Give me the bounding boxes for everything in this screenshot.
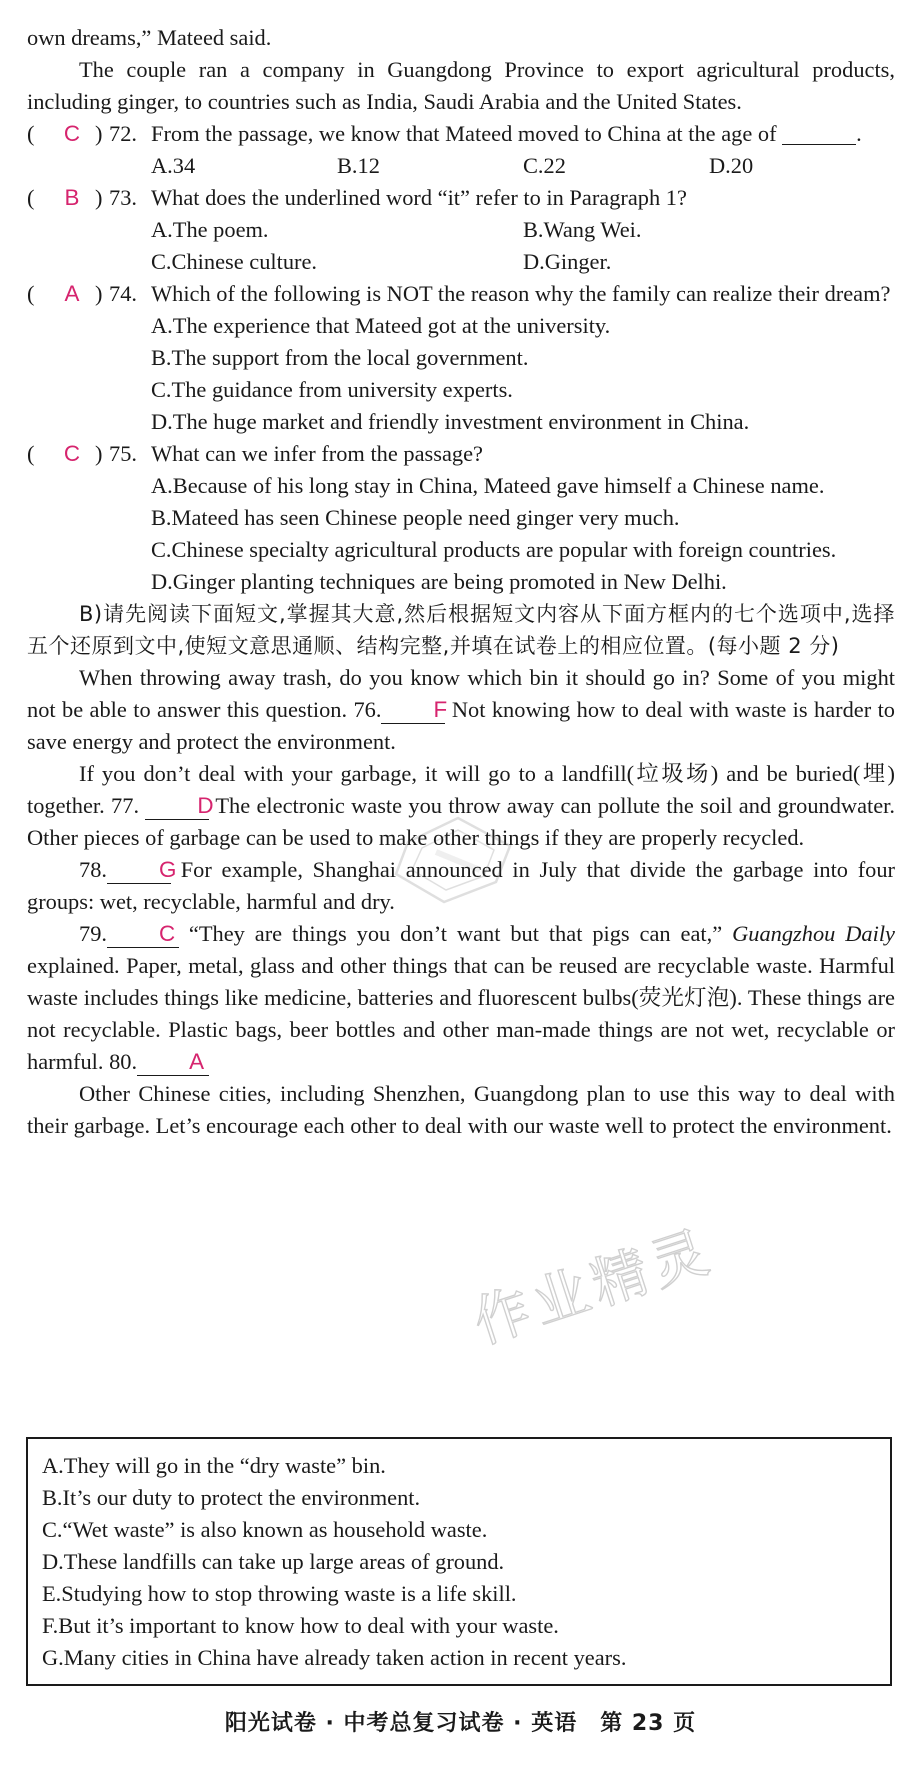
- answer-blank-line: [782, 120, 856, 145]
- page-footer: 阳光试卷 · 中考总复习试卷 · 英语 第 23 页: [224, 1711, 697, 1736]
- answer-blank-77: D: [145, 793, 209, 820]
- question-75: [27, 438, 895, 470]
- option-box: [26, 1437, 892, 1686]
- option: B.Wang Wei.: [523, 217, 642, 242]
- option: C.The guidance from university experts.: [151, 377, 513, 402]
- option: B.Mateed has seen Chinese people need ginger very much.: [151, 505, 680, 530]
- passage-paragraph-5: Other Chinese cities, including Shenzhen, Guangdong plan to use this way to deal with their garbage. Let’s encourage each other to deal with our waste well to protect the environment.: [27, 1081, 895, 1138]
- option: A.The experience that Mateed got at the university.: [151, 313, 611, 338]
- option: B.The support from the local government.: [151, 345, 529, 370]
- paren-close: ): [95, 185, 103, 210]
- answer-blank-79: C: [107, 921, 179, 948]
- question-stem: What can we infer from the passage?: [151, 441, 483, 466]
- answer-mark: B: [64, 185, 80, 210]
- question-73-options-row2: [151, 246, 895, 278]
- question-74: [27, 278, 895, 310]
- intro-paragraph: The couple ran a company in Guangdong Province to export agricultural products, including ginger, to countries such as India, Saudi Arabia and the United States.: [27, 57, 895, 114]
- option: D.The huge market and friendly investment environment in China.: [151, 409, 750, 434]
- question-72-options: [151, 150, 895, 182]
- question-stem: Which of the following is NOT the reason why the family can realize their dream?: [151, 281, 891, 306]
- answer-blank-76: F: [381, 697, 445, 724]
- paren-open: (: [27, 185, 35, 210]
- question-73: [27, 182, 895, 214]
- section-b-instruction: B)请先阅读下面短文,掌握其大意,然后根据短文内容从下面方框内的七个选项中,选择五个还原到文中,使短文意思通顺、结构完整,并填在试卷上的相应位置。(每小题 2 分): [27, 602, 895, 658]
- paren-open: (: [27, 281, 35, 306]
- option: C.22: [523, 153, 566, 178]
- question-72: [27, 118, 895, 150]
- option: A.The poem.: [151, 217, 269, 242]
- box-option: A.They will go in the “dry waste” bin.: [42, 1453, 386, 1478]
- watermark-text: 作业精灵: [465, 1218, 722, 1357]
- passage-paragraph-2: If you don’t deal with your garbage, it will go to a landfill(垃圾场) and be buried(埋) together. 77. D The electronic waste you throw away can pollute the soil and groundwater. Other pieces of garbage can be used to make other things if they are properly recycled.: [27, 761, 895, 850]
- box-option: D.These landfills can take up large areas of ground.: [42, 1549, 505, 1574]
- option: D.Ginger.: [523, 249, 612, 274]
- option: D.20: [709, 153, 754, 178]
- box-option: F.But it’s important to know how to deal with your waste.: [42, 1613, 559, 1638]
- question-number: 74.: [109, 281, 137, 306]
- question-number: 75.: [109, 441, 137, 466]
- page-content: [27, 22, 895, 1142]
- box-option: G.Many cities in China have already taken action in recent years.: [42, 1645, 627, 1670]
- question-73-options-row1: [151, 214, 895, 246]
- option: B.12: [337, 153, 380, 178]
- option: A.34: [151, 153, 196, 178]
- answer-mark: A: [64, 281, 80, 306]
- question-stem: From the passage, we know that Mateed moved to China at the age of .: [151, 121, 862, 146]
- passage-paragraph-4: 79. C “They are things you don’t want but that pigs can eat,” Guangzhou Daily explained. Paper, metal, glass and other things that can be reused are recyclable waste. Harmful waste includes things like medicine, batteries and fluorescent bulbs(荧光灯泡). These things are not recyclable. Plastic bags, beer bottles and other man-made things are not wet, recyclable or harmful. 80. A: [27, 921, 895, 1074]
- box-option: C.“Wet waste” is also known as household waste.: [42, 1517, 488, 1542]
- question-stem: What does the underlined word “it” refer to in Paragraph 1?: [151, 185, 687, 210]
- answer-blank-78: G: [107, 857, 171, 884]
- box-option: E.Studying how to stop throwing waste is a life skill.: [42, 1581, 517, 1606]
- question-number: 72.: [109, 121, 137, 146]
- passage-paragraph-3: 78. G For example, Shanghai announced in July that divide the garbage into four groups: wet, recyclable, harmful and dry.: [27, 857, 895, 914]
- source-name: Guangzhou Daily: [732, 921, 895, 946]
- passage-paragraph-1: When throwing away trash, do you know which bin it should go in? Some of you might not be able to answer this question. 76. F Not knowing how to deal with waste is harder to save energy and protect the environment.: [27, 665, 895, 754]
- paren-close: ): [95, 281, 103, 306]
- box-option: B.It’s our duty to protect the environment.: [42, 1485, 421, 1510]
- paren-open: (: [27, 441, 35, 466]
- paren-open: (: [27, 121, 35, 146]
- question-number: 73.: [109, 185, 137, 210]
- paren-close: ): [95, 441, 103, 466]
- option: D.Ginger planting techniques are being promoted in New Delhi.: [151, 569, 727, 594]
- option: A.Because of his long stay in China, Mateed gave himself a Chinese name.: [151, 473, 825, 498]
- answer-mark: C: [63, 441, 81, 466]
- answer-blank-80: A: [137, 1049, 209, 1076]
- paren-close: ): [95, 121, 103, 146]
- intro-line: own dreams,” Mateed said.: [27, 25, 272, 50]
- option: C.Chinese specialty agricultural products are popular with foreign countries.: [151, 537, 837, 562]
- answer-mark: C: [63, 121, 81, 146]
- option: C.Chinese culture.: [151, 249, 318, 274]
